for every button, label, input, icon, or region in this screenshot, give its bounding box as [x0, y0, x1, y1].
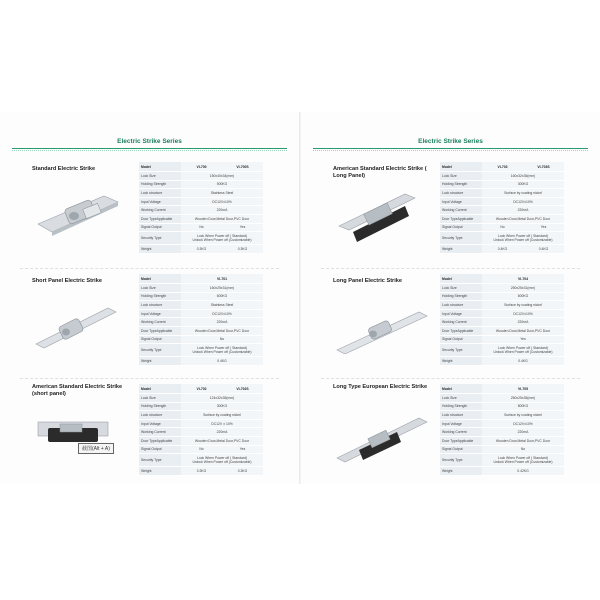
spec-label: Door TypeApplicable	[139, 436, 181, 445]
spec-label: Input Voltage	[440, 197, 482, 206]
spec-value: 0.3KG	[181, 245, 222, 254]
spec-label: Input Voltage	[440, 309, 482, 318]
spec-row	[139, 206, 263, 215]
spec-value: 0.4KG	[482, 357, 564, 366]
spec-label: Signal Output	[139, 445, 181, 454]
spec-value: Yes	[222, 445, 263, 454]
spec-label: Lock Size	[440, 172, 482, 181]
spec-row	[139, 344, 263, 357]
spec-value: Lock When Power off ( Standard) Unlock When Power off (Customizable)	[482, 344, 564, 357]
spec-row	[139, 197, 263, 206]
spec-value: 0.4KG	[482, 245, 523, 254]
spec-label: Lock Size	[139, 284, 181, 293]
spec-value: 220mA	[181, 318, 263, 327]
spec-value: 600KG	[181, 292, 263, 301]
spec-value: No	[181, 445, 222, 454]
spec-label: Lock structure	[139, 189, 181, 198]
spec-label: Lock Size	[139, 394, 181, 403]
spec-value: 220mA	[482, 428, 564, 437]
spec-value: Wooden Door,Metal Door,PVC Door	[482, 326, 564, 335]
spec-value: DC12V±10%	[482, 419, 564, 428]
spec-value: No	[482, 445, 564, 454]
spec-row	[440, 197, 564, 206]
spec-label: Working Current	[139, 428, 181, 437]
spec-value: 800KG	[482, 402, 564, 411]
spec-row	[139, 309, 263, 318]
spec-value: DC12V±10%	[181, 309, 263, 318]
spec-value: Wooden Door,Metal Door,PVC Door	[482, 214, 564, 223]
spec-value: Yes	[482, 335, 564, 344]
spec-value: 220mA	[181, 206, 263, 215]
spec-label: Lock Size	[440, 394, 482, 403]
spec-value: Wooden Door,Metal Door,PVC Door	[482, 436, 564, 445]
spec-label: Working Current	[440, 318, 482, 327]
spec-table	[440, 384, 564, 476]
spec-label: Weight	[139, 467, 181, 476]
product-title: American Standard Electric Strike (short panel)	[32, 384, 123, 397]
spec-value: Lock When Power off ( Standard) Unlock When Power off (Customizable)	[482, 454, 564, 467]
product-title: Long Type European Electric Strike	[333, 384, 428, 390]
spec-row	[139, 172, 263, 181]
spec-header-label: Model	[139, 162, 181, 172]
spec-value: Yes	[222, 223, 263, 232]
spec-value: Surface by coating nickel	[482, 411, 564, 420]
spec-header-label: Model	[440, 274, 482, 284]
product-title: Long Panel Electric Strike	[333, 278, 403, 284]
spec-row	[440, 214, 564, 223]
spec-value: DC12V ± 10%	[181, 419, 263, 428]
left-page	[0, 112, 299, 484]
spec-row	[440, 357, 564, 366]
strike-image-short-panel	[34, 294, 124, 354]
spec-value: 500KG	[181, 180, 263, 189]
header-rule	[12, 148, 287, 149]
spec-value: 300KG	[181, 402, 263, 411]
spec-header-label: Model	[440, 162, 482, 172]
spec-header-row	[440, 274, 564, 284]
spec-label: Security Type	[440, 454, 482, 467]
strike-image-european-long	[335, 404, 431, 464]
spec-row	[139, 223, 263, 232]
strike-image-american-long	[335, 186, 425, 242]
spec-row	[440, 428, 564, 437]
spec-row	[440, 326, 564, 335]
spec-label: Holding Strength	[139, 292, 181, 301]
spec-label: Lock structure	[440, 189, 482, 198]
spec-row	[139, 467, 263, 476]
spec-row	[440, 172, 564, 181]
spec-label: Input Voltage	[139, 197, 181, 206]
spec-label: Holding Strength	[139, 402, 181, 411]
spec-value: DC12V±10%	[482, 197, 564, 206]
spec-row	[139, 335, 263, 344]
model-name: VI-702	[181, 384, 222, 394]
product-title: Standard Electric Strike	[32, 166, 96, 172]
spec-value: Lock When Power off ( Standard) Unlock When Power off (Customizable)	[181, 344, 263, 357]
spec-label: Signal Output	[139, 223, 181, 232]
spec-value: 0.3KG	[222, 245, 263, 254]
model-name: VI-704	[482, 274, 564, 284]
spec-value: 0.3KG	[181, 467, 222, 476]
spec-row	[139, 402, 263, 411]
spec-row	[440, 344, 564, 357]
spec-row	[440, 411, 564, 420]
spec-row	[139, 284, 263, 293]
spec-row	[440, 467, 564, 476]
spec-value: Lock When Power off ( Standard) Unlock When Power off (Customizable)	[482, 232, 564, 245]
spec-label: Weight	[440, 357, 482, 366]
spec-header-label: Model	[440, 384, 482, 394]
spec-label: Input Voltage	[139, 309, 181, 318]
spec-label: Lock Size	[139, 172, 181, 181]
spec-label: Door TypeApplicable	[139, 214, 181, 223]
spec-label: Weight	[139, 245, 181, 254]
spec-row	[139, 436, 263, 445]
spec-row	[440, 454, 564, 467]
model-name: VI-701	[181, 274, 263, 284]
screenshot-tooltip: 截图(Alt + A)	[78, 443, 114, 454]
spec-value: Surface by coating nickel	[181, 411, 263, 420]
spec-value: No	[181, 335, 263, 344]
spec-row	[440, 223, 564, 232]
spec-row	[440, 335, 564, 344]
spec-table	[440, 162, 564, 254]
spec-label: Holding Strength	[440, 180, 482, 189]
spec-label: Input Voltage	[440, 419, 482, 428]
spec-label: Door TypeApplicable	[440, 214, 482, 223]
spec-row	[139, 428, 263, 437]
spec-label: Signal Output	[139, 335, 181, 344]
spec-row	[440, 419, 564, 428]
spec-label: Signal Output	[440, 335, 482, 344]
spec-label: Holding Strength	[139, 180, 181, 189]
spec-table	[139, 274, 263, 366]
spec-value: DC12V±10%	[181, 197, 263, 206]
spec-label: Working Current	[440, 206, 482, 215]
spec-header-row	[139, 384, 263, 394]
spec-value: Wooden Door,Metal Door,PVC Door	[181, 326, 263, 335]
spec-row	[139, 326, 263, 335]
spec-value: 160x25x31(mm)	[181, 284, 263, 293]
model-name: VI-703	[482, 162, 523, 172]
spec-label: Holding Strength	[440, 402, 482, 411]
section-divider	[20, 268, 279, 269]
spec-value: 160x32x35(mm)	[482, 172, 564, 181]
header-rule	[313, 148, 588, 149]
spec-label: Security Type	[139, 454, 181, 467]
spec-table	[139, 384, 263, 476]
spec-row	[139, 419, 263, 428]
spec-row	[139, 245, 263, 254]
spec-row	[139, 301, 263, 310]
spec-value: Lock When Power off ( Standard) Unlock When Power off (Customizable)	[181, 454, 263, 467]
model-name: VI-700	[181, 162, 222, 172]
spec-label: Weight	[440, 467, 482, 476]
spec-value: 0.4KG	[523, 245, 564, 254]
spec-value: 600KG	[482, 292, 564, 301]
spec-row	[139, 411, 263, 420]
spec-label: Weight	[440, 245, 482, 254]
spec-value: 150x40x34(mm)	[181, 172, 263, 181]
spec-label: Weight	[139, 357, 181, 366]
model-name: VI-700S	[222, 162, 263, 172]
spec-row	[440, 292, 564, 301]
spec-row	[139, 292, 263, 301]
spec-value: 250x25x35(mm)	[482, 394, 564, 403]
spec-row	[440, 232, 564, 245]
model-name: VI-702S	[222, 384, 263, 394]
spec-label: Input Voltage	[139, 419, 181, 428]
spec-label: Door TypeApplicable	[440, 436, 482, 445]
strike-image-long-panel	[335, 294, 431, 354]
spec-header-label: Model	[139, 384, 181, 394]
spec-row	[440, 245, 564, 254]
spec-row	[139, 180, 263, 189]
spec-value: DC12V±10%	[482, 309, 564, 318]
spec-value: 0.3KG	[222, 467, 263, 476]
spec-row	[440, 394, 564, 403]
series-title: Electric Strike Series	[117, 138, 182, 145]
spec-label: Security Type	[440, 344, 482, 357]
spec-label: Security Type	[139, 232, 181, 245]
product-title: Short Panel Electric Strike	[32, 278, 102, 284]
spec-label: Working Current	[440, 428, 482, 437]
spec-value: 220mA	[181, 428, 263, 437]
spec-value: Surface by coating nickel	[482, 189, 564, 198]
section-divider	[20, 378, 279, 379]
spec-table	[139, 162, 263, 254]
spec-header-row	[440, 162, 564, 172]
spec-row	[139, 214, 263, 223]
spec-row	[440, 180, 564, 189]
spec-row	[440, 402, 564, 411]
spec-label: Security Type	[440, 232, 482, 245]
spec-label: Working Current	[139, 318, 181, 327]
spec-label: Door TypeApplicable	[139, 326, 181, 335]
product-title: American Standard Electric Strike ( Long Panel)	[333, 166, 427, 179]
spec-value: No	[181, 223, 222, 232]
right-page	[301, 112, 600, 484]
spec-label: Signal Output	[440, 445, 482, 454]
spec-value: Wooden Door,Metal Door,PVC Door	[181, 214, 263, 223]
spec-value: 0.42KG	[482, 467, 564, 476]
spec-label: Lock Size	[440, 284, 482, 293]
spec-row	[440, 206, 564, 215]
section-divider	[321, 268, 580, 269]
spec-row	[440, 318, 564, 327]
spec-value: Stainless Steel	[181, 189, 263, 198]
spec-value: 300KG	[482, 180, 564, 189]
spec-row	[440, 436, 564, 445]
model-name: VI-703S	[523, 162, 564, 172]
spec-label: Security Type	[139, 344, 181, 357]
spec-label: Lock structure	[139, 411, 181, 420]
spec-value: Surface by coating nickel	[482, 301, 564, 310]
spec-row	[440, 301, 564, 310]
spec-row	[440, 445, 564, 454]
spec-header-row	[139, 274, 263, 284]
spec-row	[139, 394, 263, 403]
spec-label: Signal Output	[440, 223, 482, 232]
spec-value: No	[482, 223, 523, 232]
spec-value: 124x32x35(mm)	[181, 394, 263, 403]
spec-label: Door TypeApplicable	[440, 326, 482, 335]
spec-value: 0.4KG	[181, 357, 263, 366]
spec-label: Lock structure	[440, 301, 482, 310]
strike-image-standard	[34, 190, 124, 240]
spec-row	[139, 445, 263, 454]
spec-label: Lock structure	[440, 411, 482, 420]
spec-header-row	[440, 384, 564, 394]
section-divider	[321, 378, 580, 379]
spec-value: Lock When Power off ( Standard) Unlock When Power off (Customizable)	[181, 232, 263, 245]
spec-label: Working Current	[139, 206, 181, 215]
spec-value: 220mA	[482, 318, 564, 327]
spec-value: Stainless Steel	[181, 301, 263, 310]
spec-value: Yes	[523, 223, 564, 232]
spec-label: Lock structure	[139, 301, 181, 310]
spec-header-row	[139, 162, 263, 172]
spec-row	[440, 284, 564, 293]
spec-value: 250x25x31(mm)	[482, 284, 564, 293]
spec-row	[440, 189, 564, 198]
spec-row	[139, 189, 263, 198]
series-title: Electric Strike Series	[418, 138, 483, 145]
spec-label: Holding Strength	[440, 292, 482, 301]
spec-row	[139, 357, 263, 366]
spec-row	[139, 454, 263, 467]
model-name: VI-705	[482, 384, 564, 394]
spec-table	[440, 274, 564, 366]
spec-header-label: Model	[139, 274, 181, 284]
spec-row	[139, 232, 263, 245]
spec-value: 220mA	[482, 206, 564, 215]
spec-value: Wooden Door,Metal Door,PVC Door	[181, 436, 263, 445]
spec-row	[139, 318, 263, 327]
spec-row	[440, 309, 564, 318]
